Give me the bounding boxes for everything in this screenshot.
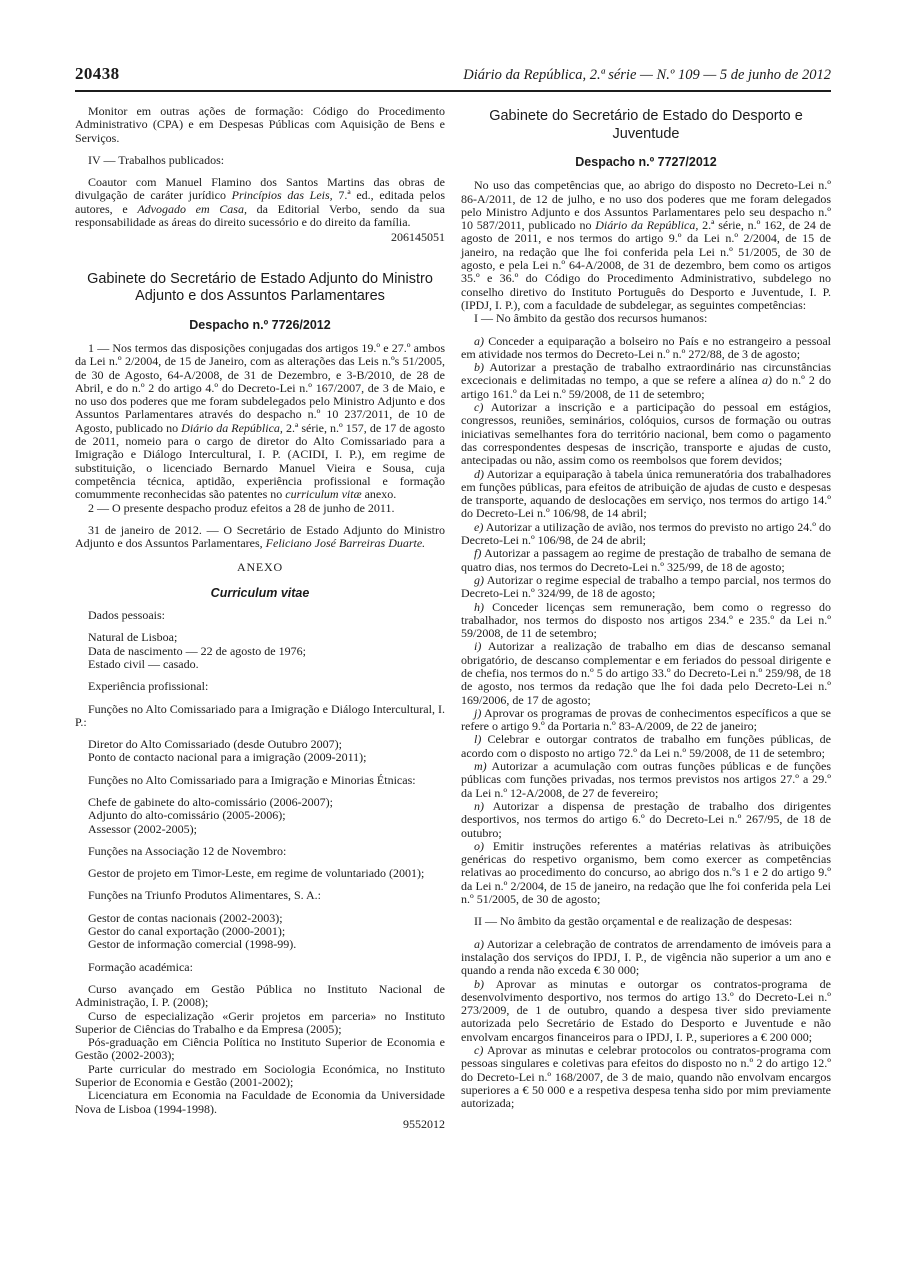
paragraph — [75, 154, 445, 167]
text-segment: Conceder licenças sem remuneração, bem como o regresso do trabalhador, nos termos do disposto nos artigos 234.º e 235.º da Lei n.º 59/2008, de 11 de setembro; — [461, 599, 831, 641]
text-segment: Gestor do canal exportação (2000-2001); — [88, 924, 286, 939]
text-segment: Funções na Triunfo Produtos Alimentares, S. A.: — [88, 888, 322, 903]
section-heading — [77, 271, 443, 306]
text-segment: Despacho n.º 7726/2012 — [189, 317, 331, 332]
text-segment: Autorizar a prestação de trabalho extraordinário nas circunstâncias excecionais e delimitadas no tempo, a que se refere a alínea — [461, 360, 831, 388]
paragraph — [75, 1036, 445, 1063]
paragraph — [461, 521, 831, 548]
text-segment: ANEXO — [237, 560, 283, 575]
page-header — [75, 64, 831, 84]
italic-text-segment: o) — [474, 838, 484, 853]
text-segment: Gestor de contas nacionais (2002-2003); — [88, 910, 283, 925]
paragraph — [75, 703, 445, 730]
text-segment: II — No âmbito da gestão orçamental e de realização de despesas: — [474, 914, 793, 929]
text-segment: 9552012 — [403, 1116, 445, 1131]
text-segment: Funções no Alto Comissariado para a Imigração e Minorias Étnicas: — [88, 772, 416, 787]
text-segment: Autorizar a utilização de avião, nos termos do previsto no artigo 24.º do Decreto-Lei n.º 106/98, de 24 de abril; — [461, 519, 831, 548]
italic-text-segment: a) — [761, 373, 772, 388]
header-rule — [75, 90, 831, 92]
italic-text-segment: c) — [474, 1043, 484, 1057]
text-segment: Ponto de contacto nacional para a imigração (2009-2011); — [88, 750, 367, 765]
text-segment: Autorizar a realização de trabalho em dias de descanso semanal obrigatório, de descanso complementar e em feriados do pessoal dirigente e de chefia, nos termos do n.º 5 do artigo 33.º do Decreto-Lei n.º 259/98, de 18 de agosto, nos termos da redação que lhe foi dada pelo Decreto-Lei n.º 169/2006, de 17 de agosto; — [461, 639, 831, 707]
text-segment: Diretor do Alto Comissariado (desde Outubro 2007); — [88, 737, 342, 752]
text-segment: 31 de janeiro de 2012. — O Secretário de Estado Adjunto do Ministro Adjunto e dos Assuntos Parlamentares, — [75, 522, 445, 551]
text-segment: Formação académica: — [88, 959, 193, 974]
paragraph — [75, 796, 445, 809]
italic-text-segment: i) — [474, 639, 482, 654]
paragraph — [75, 925, 445, 938]
paragraph — [461, 915, 831, 928]
text-segment: Autorizar a acumulação com outras funções públicas e de funções públicas com funções privadas, nos termos previstos nos artigos 27.º a 29.º da Lei n.º 12-A/2008, de 27 de fevereiro; — [461, 759, 831, 800]
paragraph — [461, 601, 831, 641]
text-segment: do n.º 2 do artigo 161.º da Lei n.º 59/2008, de 11 de setembro; — [461, 373, 831, 401]
paragraph — [75, 645, 445, 658]
text-segment: Dados pessoais: — [88, 608, 165, 623]
paragraph — [75, 845, 445, 858]
paragraph — [75, 738, 445, 751]
paragraph — [75, 751, 445, 764]
paragraph — [75, 502, 445, 515]
text-segment: Curso de especialização «Gerir projetos em parceria» no Instituto Superior de Ciências do Trabalho e da Empresa (2005); — [75, 1008, 445, 1036]
paragraph — [461, 574, 831, 601]
italic-text-segment: Advogado em Casa, — [137, 201, 247, 216]
paragraph — [75, 912, 445, 925]
paragraph — [461, 335, 831, 362]
italic-text-segment: Diário da República, — [181, 420, 283, 435]
paragraph — [75, 105, 445, 145]
paragraph — [75, 961, 445, 974]
page-number: 20438 — [75, 64, 120, 83]
paragraph — [75, 609, 445, 622]
paragraph — [461, 547, 831, 574]
publication-id — [75, 231, 445, 244]
text-segment: 2.ª série, n.º 162, de 24 de agosto de 2011, e nos termos do artigo 9.º da Lei n.º 2/2004, de 15 de janeiro, na redação que lhe foi conferida pela Lei n.º 51/2005, de 30 de agosto, e pela Lei n.º 64-A/2008, de 31 de dezembro, bem como os artigos 35.º e 36.º do Código do Procedimento Administrativo, subdelego no conselho diretivo do Instituto Português do Desporto e Juventude, I. P. (IPDJ, I. P.), com a faculdade de subdelegar, as seguintes competências: — [461, 218, 831, 312]
text-segment: Natural de Lisboa; — [88, 630, 178, 645]
text-segment: Autorizar a celebração de contratos de arrendamento de imóveis para a instalação dos serviços do IPDJ, I. P., de vigência não superior a um ano e quando a renda não exceda € 30 000; — [461, 936, 831, 978]
text-segment: Emitir instruções referentes a matérias relativas às atribuições genéricas do respetivo organismo, bem como exercer as competências relativas ao procedimento do concurso, ao abrigo dos n.ºs 1 e 2 do artigo 9.º da Lei n.º 2/2004, de 15 de janeiro, na redação que lhe foi conferida pela Lei n.º 51/2005, de 30 de agosto; — [461, 838, 831, 907]
text-segment: anexo. — [361, 487, 397, 502]
paragraph — [75, 1010, 445, 1037]
italic-text-segment: Feliciano José Barreiras Duarte. — [265, 536, 426, 551]
content-columns — [75, 105, 831, 1131]
paragraph — [75, 823, 445, 836]
italic-text-segment: g) — [474, 572, 484, 587]
paragraph — [461, 179, 831, 312]
paragraph — [461, 1044, 831, 1110]
paragraph — [75, 342, 445, 502]
paragraph — [75, 176, 445, 229]
italic-text-segment: m) — [474, 759, 487, 774]
text-segment: IV — Trabalhos publicados: — [88, 152, 225, 167]
despacho-number — [75, 319, 445, 332]
text-segment: 2.ª série, n.º 157, de 17 de agosto de 2011, nomeio para o cargo de diretor do Alto Comissariado para a Imigração e Diálogo Intercultural, I. P. (ACIDI, I. P.), em regime de substituição, o licenciado Bernardo Manuel Vieira e Sousa, cuja competência técnica, aptidão, experiência profissional e formação comummente reconhecidas são patentes no — [75, 420, 446, 502]
paragraph — [461, 733, 831, 760]
text-segment: 206145051 — [391, 230, 445, 245]
italic-text-segment: a) — [474, 333, 484, 348]
text-segment: Assessor (2002-2005); — [88, 821, 197, 836]
paragraph — [75, 1089, 445, 1116]
text-segment: Coautor com Manuel Flamino dos Santos Martins das obras de divulgação de caráter jurídico — [75, 175, 445, 203]
publication-id — [75, 1118, 445, 1131]
italic-text-segment: n) — [474, 798, 484, 813]
paragraph — [461, 760, 831, 800]
italic-text-segment: Princípios das Leis, — [231, 188, 333, 203]
text-segment: Gabinete do Secretário de Estado do Desporto e Juventude — [489, 108, 803, 142]
text-segment: Data de nascimento — 22 de agosto de 1976; — [88, 643, 306, 658]
paragraph — [461, 468, 831, 521]
text-segment: Monitor em outras ações de formação: Código do Procedimento Administrativo (CPA) e em Despesas Públicas com Aquisição de Bens e Serviços. — [75, 104, 445, 145]
paragraph — [75, 867, 445, 880]
paragraph — [461, 707, 831, 734]
paragraph — [461, 840, 831, 906]
left-column — [75, 105, 445, 1131]
paragraph — [461, 401, 831, 467]
text-segment: Autorizar o regime especial de trabalho a tempo parcial, nos termos do Decreto-Lei n.º 324/99, de 18 de agosto; — [461, 572, 831, 601]
text-segment: Aprovar os programas de provas de conhecimentos específicos a que se refere o artigo 9.º da Portaria n.º 83-A/2009, de 22 de janeiro; — [461, 705, 831, 734]
edition-title: Diário da República, 2.ª série — N.º 109 — 5 de junho de 2012 — [463, 67, 831, 83]
text-segment: Chefe de gabinete do alto-comissário (2006-2007); — [88, 794, 333, 809]
text-segment: Autorizar a inscrição e a participação do pessoal em estágios, congressos, reuniões, seminários, colóquios, cursos de formação ou outras iniciativas semelhantes fora do território nacional, bem como o pagamento das correspondentes despesas de inscrição, transporte e ajudas de custo, antecipadas ou não, assim como os reembolsos que forem devidos; — [461, 400, 831, 468]
text-segment: Parte curricular do mestrado em Sociologia Económica, no Instituto Superior de Economia e Gestão (2001-2002); — [75, 1061, 445, 1090]
text-segment: Estado civil — casado. — [88, 656, 199, 671]
text-segment: 2 — O presente despacho produz efeitos a 28 de junho de 2011. — [88, 500, 395, 515]
text-segment: da Editorial Verbo, sendo da sua responsabilidade as áreas do direito sucessório e do direito da família. — [75, 201, 446, 230]
italic-text-segment: Diário da República, — [595, 218, 699, 233]
text-segment: Autorizar a dispensa de prestação de trabalho dos dirigentes desportivos, nos termos do artigo 6.º do Decreto-Lei n.º 267/95, de 18 de outubro; — [461, 798, 831, 840]
text-segment: Adjunto do alto-comissário (2005-2006); — [88, 808, 286, 823]
text-segment: Experiência profissional: — [88, 679, 209, 694]
text-segment: 7.ª ed., editada pelos autores, e — [75, 188, 445, 216]
text-segment: Funções na Associação 12 de Novembro: — [88, 843, 287, 858]
text-segment: Celebrar e outorgar contratos de trabalho em funções públicas, de acordo com o disposto no artigo 72.º da Lei n.º 59/2008, de 11 de setembro; — [461, 732, 831, 760]
text-segment: Curso avançado em Gestão Pública no Instituto Nacional de Administração, I. P. (2008); — [75, 981, 445, 1010]
text-segment: No uso das competências que, ao abrigo do disposto no Decreto-Lei n.º 86-A/2011, de 12 de julho, e no uso dos poderes que me foram delegados pelo Ministro Adjunto e dos Assuntos Parlamentares pelo seu despacho n.º 10 587/2011, publicado no — [461, 178, 831, 233]
text-segment: Aprovar as minutas e celebrar protocolos ou contratos-programa com pessoas singulares e coletivas para efeitos do disposto no n.º 2 do artigo 12.º do Decreto-Lei n.º 168/2007, de 3 de maio, quando não envolvam encargos superiores a € 50 000 e a respetiva despesa tenha sido por mim previamente autorizada; — [461, 1043, 831, 1111]
text-segment: Pós-graduação em Ciência Política no Instituto Superior de Economia e Gestão (2002-2003); — [75, 1035, 445, 1063]
italic-text-segment: curriculum vitæ — [285, 487, 362, 502]
italic-text-segment: d) — [474, 466, 484, 481]
text-segment: Licenciatura em Economia na Faculdade de Economia da Universidade Nova de Lisboa (1994-1998). — [75, 1088, 445, 1116]
paragraph — [75, 658, 445, 671]
cv-title — [75, 587, 445, 600]
text-segment: Aprovar as minutas e outorgar os contratos-programa de desenvolvimento desportivo, nos termos do artigo 13.º do Decreto-Lei n.º 273/2009, de 1 de outubro, quando a despesa tiver sido previamente autorizada pelo Secretário de Estado do Desporto e Juventude e não envolvam encargos financeiros para o IPDJ, I. P., superiores a € 200 000; — [461, 976, 831, 1044]
anexo-label — [75, 561, 445, 574]
italic-text-segment: j) — [474, 705, 482, 720]
despacho-number — [461, 156, 831, 169]
text-segment: Autorizar a equiparação à tabela única remuneratória dos trabalhadores em funções públicas, para efeitos de atribuição de ajudas de custo e despesas de transporte, aquando de deslocações em serviço, nos termos do artigo 14.º do Decreto-Lei n.º 106/98, de 14 abril; — [461, 466, 831, 521]
italic-text-segment: b) — [474, 976, 484, 991]
section-heading — [463, 108, 829, 143]
italic-text-segment: a) — [474, 936, 484, 951]
paragraph — [461, 640, 831, 706]
paragraph — [75, 889, 445, 902]
text-segment: Gestor de informação comercial (1998-99). — [88, 937, 297, 952]
paragraph — [461, 938, 831, 978]
italic-text-segment: l) — [474, 732, 482, 747]
paragraph — [461, 978, 831, 1044]
paragraph — [75, 938, 445, 951]
paragraph — [75, 1063, 445, 1090]
paragraph — [461, 312, 831, 325]
text-segment: Despacho n.º 7727/2012 — [575, 155, 717, 169]
text-segment: 1 — Nos termos das disposições conjugadas dos artigos 19.º e 27.º ambos da Lei n.º 2/2004, de 15 de Janeiro, com as alterações das Leis n.ºs 51/2005, de 30 de Agosto, 64-A/2008, de 31 de Dezembro, e 3-B/2010, de 28 de Abril, e do n.º 2 do artigo 4.º do Decreto-Lei n.º 167/2007, de 3 de Maio, e no uso dos poderes que me foram subdelegados pelo Ministro Adjunto e dos Assuntos Parlamentares através do despacho n.º 10 237/2011, de 10 de Agosto, publicado no — [75, 340, 445, 435]
text-segment: Autorizar a passagem ao regime de prestação de trabalho de semana de quatro dias, nos termos do Decreto-Lei n.º 325/99, de 18 de agosto; — [461, 546, 831, 574]
italic-text-segment: b) — [474, 360, 484, 375]
paragraph — [461, 361, 831, 401]
text-segment: Funções no Alto Comissariado para a Imigração e Diálogo Intercultural, I. P.: — [75, 701, 445, 729]
text-segment: Gabinete do Secretário de Estado Adjunto do Ministro Adjunto e dos Assuntos Parlamentares — [87, 270, 433, 305]
paragraph — [75, 809, 445, 822]
right-column — [461, 105, 831, 1131]
paragraph — [75, 983, 445, 1010]
paragraph — [461, 800, 831, 840]
paragraph — [75, 774, 445, 787]
text-segment: I — No âmbito da gestão dos recursos humanos: — [474, 311, 708, 326]
italic-text-segment: f) — [474, 546, 482, 561]
paragraph — [75, 680, 445, 693]
text-segment: Gestor de projeto em Timor-Leste, em regime de voluntariado (2001); — [88, 866, 425, 881]
italic-text-segment: h) — [474, 599, 484, 614]
paragraph — [75, 524, 445, 551]
italic-text-segment: c) — [474, 400, 484, 415]
text-segment: Curriculum vitae — [210, 585, 310, 600]
italic-text-segment: e) — [474, 519, 484, 534]
text-segment: Conceder a equiparação a bolseiro no País e no estrangeiro a pessoal em atividade nos termos do Decreto-Lei n.º n.º 272/88, de 3 de agosto; — [461, 333, 831, 361]
paragraph — [75, 631, 445, 644]
